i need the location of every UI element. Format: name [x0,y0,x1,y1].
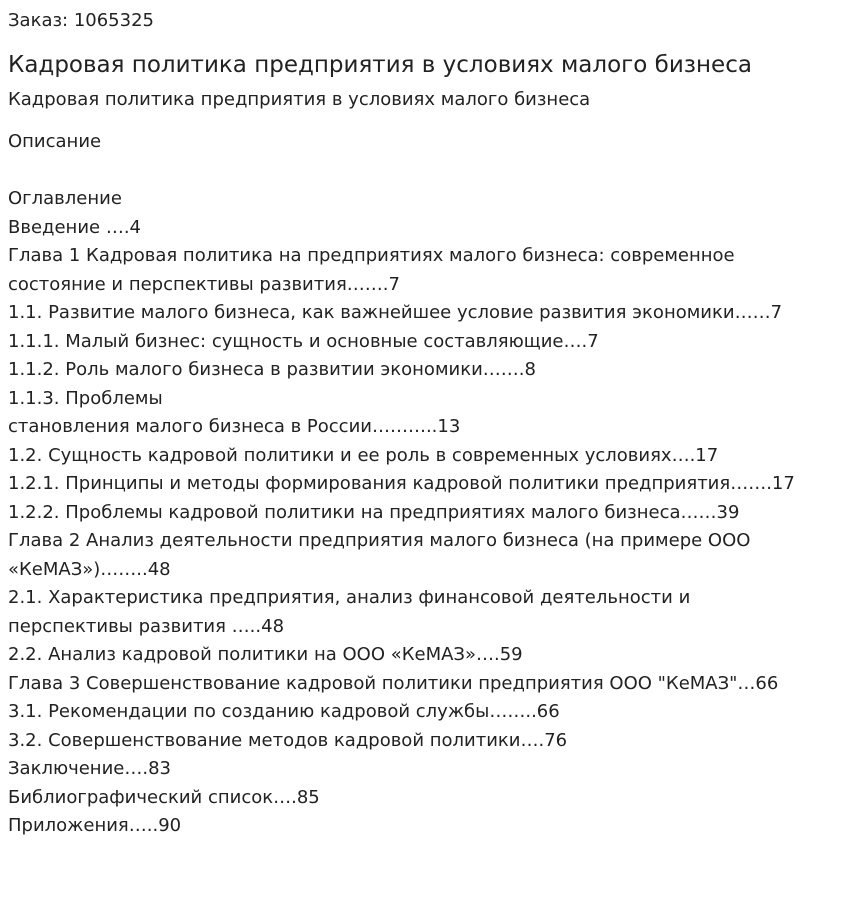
toc-item: Приложения…..90 [8,815,182,836]
toc-item: 1.2.1. Принципы и методы формирования кадровой политики предприятия…….17 [8,473,795,494]
toc-item: 1.2. Сущность кадровой политики и ее роль в современных условиях….17 [8,444,719,466]
toc-heading: Оглавление [8,188,122,209]
toc-item: 3.1. Рекомендации по созданию кадровой службы……..66 [8,701,560,722]
toc-item: Глава 1 Кадровая политика на предприятиях малого бизнеса: современное состояние и перспективы развития…….7 [8,245,735,295]
toc-item: Введение ….4 [8,216,141,238]
toc-item: 2.1. Характеристика предприятия, анализ финансовой деятельности и перспективы развития …..48 [8,587,691,637]
toc-item: 1.1.1. Малый бизнес: сущность и основные составляющие….7 [8,330,599,352]
toc-item: 1.2.2. Проблемы кадровой политики на предприятиях малого бизнеса……39 [8,501,740,523]
description-label: Описание [8,131,102,152]
toc-item: Библиографический список….85 [8,786,320,808]
toc-item: Глава 2 Анализ деятельности предприятия малого бизнеса (на примере ООО «КеМАЗ»)……..48 [8,530,751,580]
page-subtitle: Кадровая политика предприятия в условиях малого бизнеса [8,89,591,110]
toc-item: 3.2. Совершенствование методов кадровой политики….76 [8,729,568,751]
order-number: Заказ: 1065325 [8,10,154,31]
toc-item: Заключение….83 [8,758,171,779]
page-title: Кадровая политика предприятия в условиях малого бизнеса [8,52,752,78]
toc-item: Глава 3 Совершенствование кадровой политики предприятия ООО "КеМАЗ"…66 [8,672,779,694]
toc-item: 2.2. Анализ кадровой политики на ООО «КеМАЗ»….59 [8,644,523,665]
toc-item: 1.1.3. Проблемы становления малого бизнеса в России………..13 [8,387,461,437]
toc-item: 1.1.2. Роль малого бизнеса в развитии экономики…….8 [8,359,536,380]
table-of-contents [8,185,839,841]
toc-item: 1.1. Развитие малого бизнеса, как важнейшее условие развития экономики……7 [8,302,783,323]
